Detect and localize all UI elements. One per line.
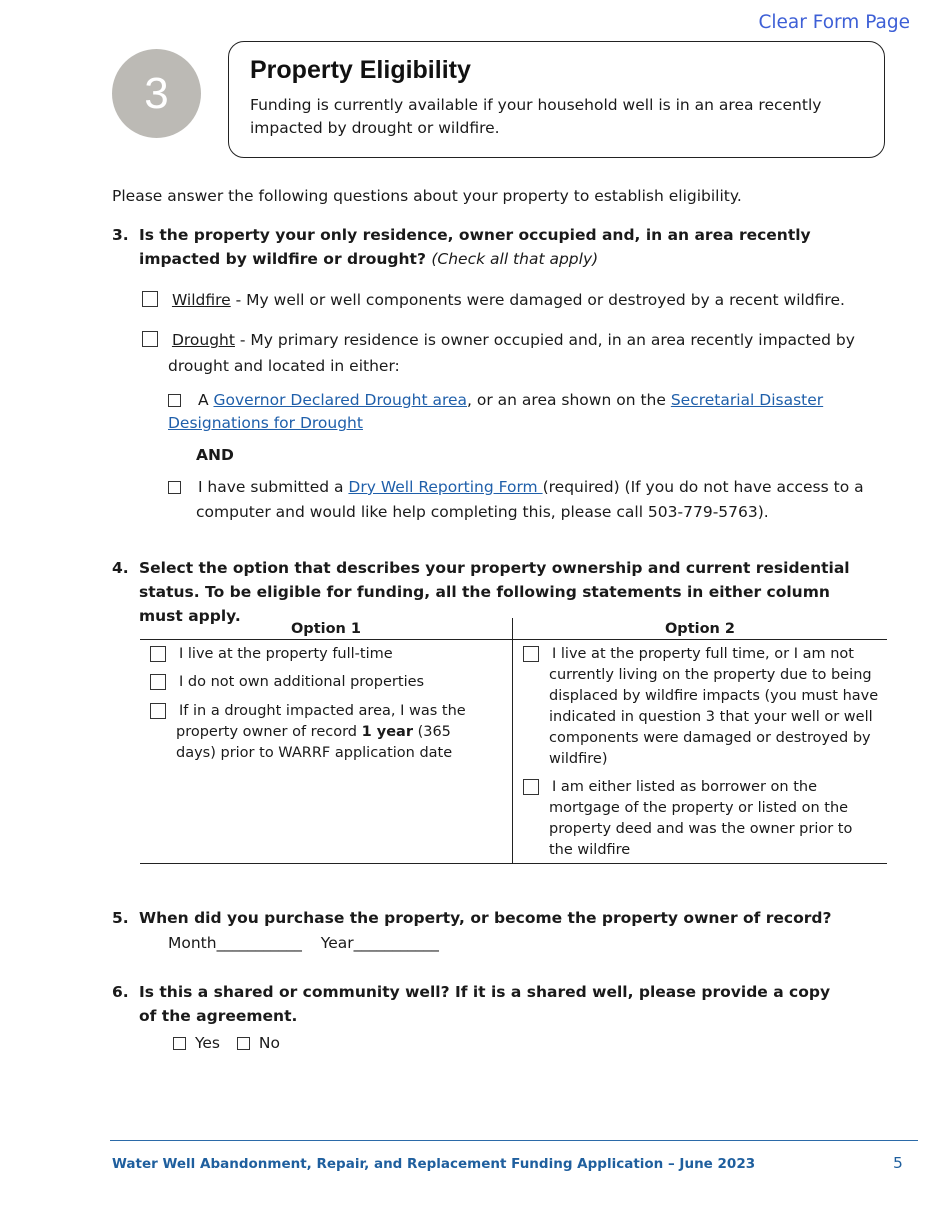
option-2-item-1-checkbox[interactable] (523, 646, 539, 662)
option-2-column (513, 618, 887, 864)
option-2-item-2-text: I am either listed as borrower on the mortgage of the property or listed on the property deed and was the owner prior to the wildfire (549, 779, 853, 858)
ownership-options-table (140, 618, 887, 864)
option-2-header: Option 2 (513, 618, 887, 640)
question-number: 6. (112, 983, 129, 1001)
option-1-item-3-text: If in a drought impacted area, I was the property owner of record 1 year (365 days) prior to WARRF application date (176, 703, 466, 761)
question-text: Is the property your only residence, owner occupied and, in an area recently impacted by wildfire or drought? (139, 226, 811, 268)
year-input[interactable]: ___________ (353, 934, 439, 952)
question-5 (112, 906, 872, 930)
question-number: 5. (112, 909, 129, 927)
secretarial-disaster-link[interactable]: Secretarial Disaster (670, 391, 824, 409)
yes-label: Yes (194, 1034, 220, 1052)
clear-form-page-button[interactable]: Clear Form Page (758, 12, 910, 33)
month-input[interactable]: ___________ (216, 934, 302, 952)
wildfire-checkbox[interactable] (142, 291, 158, 307)
step-number: 3 (144, 68, 169, 118)
question-text: Is this a shared or community well? If it is a shared well, please provide a copy of the agreement. (139, 983, 831, 1025)
wildfire-option (142, 288, 845, 312)
option-1-item-3-checkbox[interactable] (150, 703, 166, 719)
governor-drought-checkbox[interactable] (168, 394, 181, 407)
wildfire-text: - My well or well components were damaged or destroyed by a recent wildfire. (230, 291, 845, 309)
option-1-item-1-checkbox[interactable] (150, 646, 166, 662)
option-1-item (150, 701, 495, 764)
question-hint: (Check all that apply) (431, 250, 599, 268)
governor-drought-link[interactable]: Governor Declared Drought area (213, 391, 468, 409)
month-label: Month (168, 934, 217, 952)
dry-well-option (168, 475, 864, 499)
option-2-item-2-checkbox[interactable] (523, 779, 539, 795)
question-number: 3. (112, 226, 129, 244)
governor-mid-text: , or an area shown on the (467, 391, 671, 409)
drought-label: Drought (171, 331, 235, 349)
year-label: Year (320, 934, 354, 952)
question-number: 4. (112, 559, 129, 577)
footer-divider (110, 1140, 918, 1141)
intro-text: Please answer the following questions about your property to establish eligibility. (112, 187, 742, 205)
dry-well-line2: computer and would like help completing this, please call 503-779-5763). (196, 503, 769, 521)
no-label: No (258, 1034, 280, 1052)
dry-well-reporting-form-link[interactable]: Dry Well Reporting Form (348, 478, 543, 496)
dry-well-suffix: (required) (If you do not have access to a (542, 478, 864, 496)
drought-checkbox[interactable] (142, 331, 158, 347)
secretarial-disaster-link-line2[interactable]: Designations for Drought (168, 414, 363, 432)
governor-prefix: A (197, 391, 214, 409)
option-1-item-2-text: I do not own additional properties (179, 674, 425, 690)
section-description: Funding is currently available if your household well is in an area recently impacted by drought or wildfire. (250, 96, 822, 137)
drought-text: - My primary residence is owner occupied and, in an area recently impacted by (234, 331, 855, 349)
option-1-column (140, 618, 513, 864)
step-number-badge (112, 49, 201, 138)
drought-text-line2: drought and located in either: (168, 357, 400, 375)
and-label: AND (196, 446, 234, 464)
footer-title: Water Well Abandonment, Repair, and Replacement Funding Application – June 2023 (112, 1156, 756, 1172)
option-1-item (150, 644, 505, 665)
shared-well-yes-checkbox[interactable] (173, 1037, 186, 1050)
option-1-item (150, 672, 505, 693)
option-2-item (523, 777, 879, 861)
drought-option (142, 328, 855, 352)
option-1-item-1-text: I live at the property full-time (179, 646, 393, 662)
shared-well-no-checkbox[interactable] (237, 1037, 250, 1050)
governor-drought-option (168, 388, 823, 412)
option-2-item-1-text: I live at the property full time, or I am not currently living on the property due to being displaced by wildfire impacts (you must have indicated in question 3 that your well or well components were damaged or destroyed by wildfire) (549, 646, 879, 767)
section-header-box (228, 41, 885, 158)
option-1-item-2-checkbox[interactable] (150, 674, 166, 690)
question-3 (112, 223, 852, 271)
question-6 (112, 980, 852, 1028)
option-1-header: Option 1 (140, 618, 512, 640)
dry-well-prefix: I have submitted a (197, 478, 349, 496)
option-2-item (523, 644, 879, 770)
section-title: Property Eligibility (250, 56, 471, 84)
question-text: When did you purchase the property, or become the property owner of record? (139, 909, 832, 927)
wildfire-label: Wildfire (171, 291, 231, 309)
purchase-date-fields (168, 931, 439, 955)
question-text: Select the option that describes your property ownership and current residential status. To be eligible for funding, all the following statements in either column must apply. (139, 559, 850, 625)
dry-well-checkbox[interactable] (168, 481, 181, 494)
page-number: 5 (893, 1154, 903, 1172)
shared-well-options (173, 1031, 280, 1055)
